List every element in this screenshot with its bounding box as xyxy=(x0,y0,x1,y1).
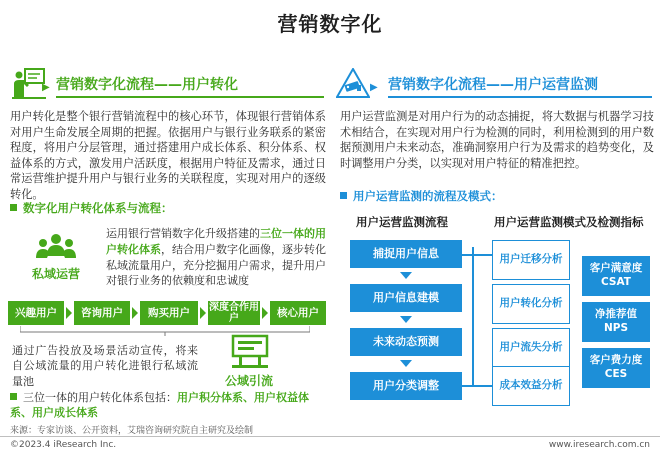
flow-arrow xyxy=(66,307,72,319)
people-group-icon xyxy=(36,232,76,262)
square-bullet-icon xyxy=(10,393,17,400)
billboard-icon xyxy=(230,334,270,368)
desc-highlight: 三位一体的用户转化体系 xyxy=(106,227,326,256)
conversion-description xyxy=(106,226,326,289)
monitor-step-predict: 未来动态预测 xyxy=(350,328,462,356)
triangle-arrow-icon: ▶ xyxy=(370,82,378,93)
subheading-text: 用户运营监测的流程及模式： xyxy=(353,189,503,203)
indicator-abbr: CES xyxy=(604,368,628,380)
section-title-right: 营销数字化流程——用户运营监测 xyxy=(388,77,598,93)
monitor-step-adjust: 用户分类调整 xyxy=(350,372,462,400)
three-highlight: 用户积分体系、用户权益体系、用户成长体系 xyxy=(10,391,309,420)
mode-connector-horizontal xyxy=(462,254,492,256)
indicator-abbr: NPS xyxy=(603,322,629,334)
desc-part-a: 运用银行营销数字化升级搭建的 xyxy=(106,227,260,240)
square-bullet-icon xyxy=(340,192,347,199)
subheading-monitoring-flow xyxy=(340,188,503,204)
mode-churn-analysis: 用户流失分析 xyxy=(492,328,570,368)
header-underline xyxy=(56,96,324,98)
teacher-board-icon xyxy=(12,66,46,100)
section-header-monitoring xyxy=(336,66,652,102)
footer-divider xyxy=(0,436,660,437)
three-in-one-text xyxy=(10,390,326,421)
subheading-text: 数字化用户转化体系与流程： xyxy=(23,201,173,215)
indicator-ces xyxy=(582,348,650,388)
website-url: www.iresearch.com.cn xyxy=(548,440,650,450)
section-title-left: 营销数字化流程——用户转化 xyxy=(56,77,238,93)
flow-step-core: 核心用户 xyxy=(270,301,326,325)
indicator-abbr: CSAT xyxy=(601,276,631,288)
conversion-flow xyxy=(8,301,326,325)
private-domain-label: 私域运营 xyxy=(31,267,80,281)
square-bullet-icon xyxy=(10,204,17,211)
header-underline xyxy=(388,96,652,98)
three-text: 三位一体的用户转化体系包括： xyxy=(23,391,177,404)
flow-step-consult: 咨询用户 xyxy=(74,301,130,325)
flow-arrow xyxy=(262,307,268,319)
mode-migration-analysis: 用户迁移分析 xyxy=(492,240,570,280)
flow-arrow xyxy=(200,307,206,319)
page-title: 营销数字化 xyxy=(277,12,383,36)
triangle-arrow-icon: ▶ xyxy=(42,82,50,93)
mode-connector-vertical xyxy=(472,247,474,387)
down-arrow xyxy=(400,360,412,367)
monitoring-mode-heading: 用户运营监测模式及检测指标 xyxy=(494,215,644,229)
indicator-name: 客户费力度 xyxy=(589,354,643,366)
intro-text-left: 用户转化是整个银行营销流程中的核心环节，体现银行营销体系对用户生命发展全周期的把握。依据用户与银行业务联系的紧密程度，将用户分层管理，通过搭建用户成长体系、积分体系、权益体系的方式，激发用户活跃度，根据用户特征及需求，通过日常运营维护提升用户与银行业务的关联程度，实现对用户的逐级转化。 xyxy=(10,110,326,201)
flow-step-purchase: 购买用户 xyxy=(140,301,198,325)
down-arrow xyxy=(400,272,412,279)
public-domain-label: 公域引流 xyxy=(224,374,273,388)
mode-cost-benefit-analysis: 成本效益分析 xyxy=(492,366,570,406)
surveillance-camera-icon xyxy=(336,68,370,98)
intro-text-right: 用户运营监测是对用户行为的动态捕捉，将大数据与机器学习技术相结合，在实现对用户行为检测的同时，利用检测到的用户数据预测用户未来动态，准确洞察用户行为及需求的趋势变化，及时调整用户分类，以实现对用户特征的精准把控。 xyxy=(340,110,654,170)
mode-connector-horizontal xyxy=(462,385,492,387)
indicator-nps xyxy=(582,302,650,342)
monitoring-flow-heading: 用户运营监测流程 xyxy=(356,215,448,229)
copyright: ©2023.4 iResearch Inc. xyxy=(10,440,117,450)
mode-conversion-analysis: 用户转化分析 xyxy=(492,284,570,324)
section-header-user-conversion xyxy=(12,66,324,102)
flow-arrow xyxy=(132,307,138,319)
flow-step-deep-coop: 深度合作用户 xyxy=(209,302,259,324)
monitor-step-model: 用户信息建模 xyxy=(350,284,462,312)
public-traffic-text: 通过广告投放及场景活动宣传，将来自公域流量的用户转化进银行私域流量池 xyxy=(12,344,198,388)
indicator-name: 客户满意度 xyxy=(589,262,643,274)
flow-step-interest: 兴趣用户 xyxy=(8,301,64,325)
desc-part-b: ，结合用户数字化画像，逐步转化私域流量用户，充分挖掘用户需求，提升用户对银行业务的依赖度和忠诚度 xyxy=(106,242,326,288)
down-arrow xyxy=(400,316,412,323)
source-note: 来源：专家访谈、公开资料，艾瑞咨询研究院自主研究及绘制 xyxy=(10,426,254,436)
indicator-csat xyxy=(582,256,650,296)
subheading-conversion-system xyxy=(10,200,173,216)
indicator-name: 净推荐值 xyxy=(595,308,637,320)
monitor-step-capture: 捕捉用户信息 xyxy=(350,240,462,268)
